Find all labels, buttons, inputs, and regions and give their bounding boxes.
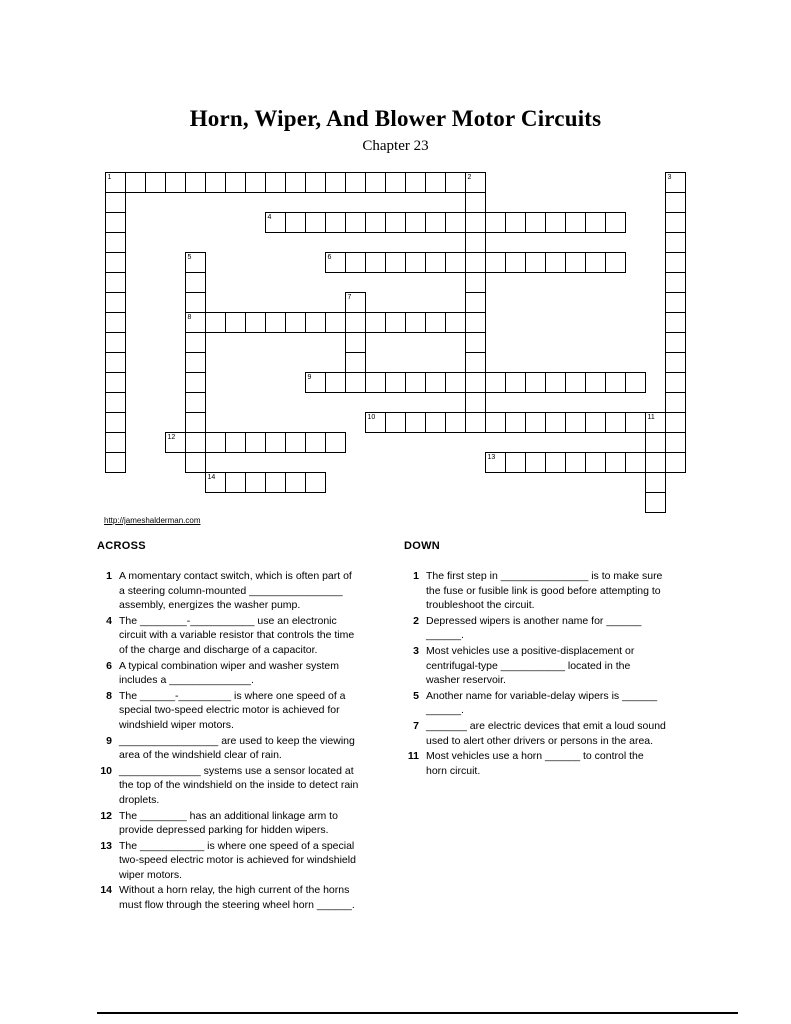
grid-cell — [185, 412, 206, 433]
clue-number: 14 — [100, 884, 112, 897]
cell-number: 4 — [267, 213, 272, 221]
grid-cell — [305, 212, 326, 233]
cell-number: 7 — [347, 293, 352, 301]
grid-cell — [445, 312, 466, 333]
grid-cell — [325, 372, 346, 393]
cell-number: 12 — [167, 433, 176, 441]
grid-cell — [125, 172, 146, 193]
grid-cell — [385, 412, 406, 433]
grid-cell — [605, 452, 626, 473]
across-heading: ACROSS — [97, 540, 146, 552]
clue-text: The first step in _______________ is to make sure the fuse or fusible link is good before attempting to troubleshoot the circuit. — [426, 570, 663, 612]
grid-cell — [205, 172, 226, 193]
grid-cell — [585, 412, 606, 433]
grid-cell — [505, 372, 526, 393]
clue-text: Without a horn relay, the high current of the horns must flow through the steering wheel horn ______. — [119, 884, 355, 912]
grid-cell — [665, 232, 686, 253]
grid-cell — [105, 292, 126, 313]
grid-cell — [665, 272, 686, 293]
clues-across-list — [97, 569, 359, 913]
clue-number: 4 — [106, 614, 112, 627]
grid-cell — [265, 312, 286, 333]
grid-cell — [525, 372, 546, 393]
cell-number: 9 — [307, 373, 312, 381]
grid-cell — [465, 252, 486, 273]
grid-cell — [285, 212, 306, 233]
grid-cell — [285, 312, 306, 333]
grid-cell — [605, 372, 626, 393]
grid-cell — [465, 292, 486, 313]
grid-cell — [105, 172, 126, 193]
clues-down-list — [404, 569, 666, 778]
grid-cell — [565, 252, 586, 273]
grid-cell — [185, 272, 206, 293]
grid-cell — [665, 332, 686, 353]
grid-cell — [425, 372, 446, 393]
grid-cell — [205, 472, 226, 493]
grid-cell — [585, 452, 606, 473]
grid-cell — [325, 432, 346, 453]
grid-cell — [465, 212, 486, 233]
grid-cell — [665, 172, 686, 193]
grid-cell — [165, 432, 186, 453]
grid-cell — [185, 312, 206, 333]
source-url-link[interactable]: http://jameshalderman.com — [104, 516, 201, 525]
grid-cell — [105, 252, 126, 273]
grid-cell — [245, 472, 266, 493]
grid-cell — [285, 432, 306, 453]
grid-cell — [665, 312, 686, 333]
grid-cell — [245, 432, 266, 453]
grid-cell — [485, 252, 506, 273]
grid-cell — [665, 392, 686, 413]
grid-cell — [425, 212, 446, 233]
grid-cell — [605, 252, 626, 273]
grid-cell — [225, 432, 246, 453]
grid-cell — [585, 372, 606, 393]
grid-cell — [465, 172, 486, 193]
clue-number: 1 — [106, 570, 112, 582]
grid-cell — [425, 252, 446, 273]
grid-cell — [385, 312, 406, 333]
grid-cell — [665, 292, 686, 313]
grid-cell — [485, 372, 506, 393]
grid-cell — [605, 412, 626, 433]
clue-number: 11 — [407, 750, 419, 763]
grid-cell — [385, 212, 406, 233]
grid-cell — [425, 172, 446, 193]
grid-cell — [505, 252, 526, 273]
cell-number: 14 — [207, 473, 216, 481]
clue-text: ______________ systems use a sensor located at the top of the windshield on the inside to detect rain droplets. — [119, 764, 359, 806]
grid-cell — [345, 312, 366, 333]
grid-cell — [345, 372, 366, 393]
grid-cell — [365, 412, 386, 433]
grid-cell — [245, 312, 266, 333]
grid-cell — [105, 392, 126, 413]
grid-cell — [325, 212, 346, 233]
grid-cell — [545, 212, 566, 233]
grid-cell — [505, 212, 526, 233]
grid-cell — [665, 372, 686, 393]
grid-cell — [305, 472, 326, 493]
clue-item — [97, 569, 359, 613]
grid-cell — [345, 172, 366, 193]
clue-text: Another name for variable-delay wipers is ______ ______. — [426, 689, 658, 717]
grid-cell — [485, 452, 506, 473]
grid-cell — [565, 372, 586, 393]
grid-cell — [145, 172, 166, 193]
page-title: Horn, Wiper, And Blower Motor Circuits — [189, 106, 602, 131]
grid-cell — [645, 492, 666, 513]
grid-cell — [445, 252, 466, 273]
grid-cell — [245, 172, 266, 193]
clue-item — [404, 689, 666, 718]
grid-cell — [485, 212, 506, 233]
cell-number: 2 — [467, 173, 472, 181]
grid-cell — [445, 372, 466, 393]
grid-cell — [365, 172, 386, 193]
grid-cell — [665, 192, 686, 213]
clue-text: A momentary contact switch, which is often part of a steering column-mounted ________________ assembly, energizes the washer pump. — [119, 570, 352, 612]
grid-cell — [585, 212, 606, 233]
grid-cell — [465, 272, 486, 293]
grid-cell — [545, 252, 566, 273]
grid-cell — [105, 212, 126, 233]
cell-number: 1 — [107, 173, 112, 181]
grid-cell — [105, 272, 126, 293]
grid-cell — [185, 252, 206, 273]
grid-cell — [205, 312, 226, 333]
grid-cell — [385, 172, 406, 193]
grid-cell — [665, 252, 686, 273]
cell-number: 13 — [487, 453, 496, 461]
grid-cell — [105, 232, 126, 253]
clue-number: 2 — [413, 614, 419, 627]
grid-cell — [505, 452, 526, 473]
grid-cell — [105, 432, 126, 453]
clue-number: 13 — [100, 839, 112, 852]
clue-text: _______ are electric devices that emit a loud sound used to alert other drivers or persons in the area. — [426, 719, 666, 747]
grid-cell — [265, 472, 286, 493]
page-subtitle: Chapter 23 — [362, 138, 429, 154]
clue-text: Most vehicles use a horn ______ to control the horn circuit. — [426, 750, 644, 777]
grid-cell — [185, 292, 206, 313]
grid-cell — [465, 312, 486, 333]
clue-number: 6 — [106, 659, 112, 672]
clue-number: 3 — [413, 644, 419, 657]
grid-cell — [405, 372, 426, 393]
grid-cell — [665, 432, 686, 453]
grid-cell — [425, 412, 446, 433]
grid-cell — [665, 212, 686, 233]
grid-cell — [105, 372, 126, 393]
clue-item — [404, 644, 666, 688]
grid-cell — [265, 432, 286, 453]
grid-cell — [545, 412, 566, 433]
grid-cell — [565, 212, 586, 233]
clue-number: 5 — [413, 689, 419, 702]
grid-cell — [445, 412, 466, 433]
grid-cell — [525, 412, 546, 433]
grid-cell — [485, 412, 506, 433]
grid-cell — [525, 212, 546, 233]
cell-number: 5 — [187, 253, 192, 261]
grid-cell — [565, 452, 586, 473]
clue-text: Depressed wipers is another name for ______ ______. — [426, 614, 642, 642]
grid-cell — [445, 172, 466, 193]
grid-cell — [385, 372, 406, 393]
clue-text: The ________-___________ use an electronic circuit with a variable resistor that controls the time of the charge and discharge of a capacitor. — [119, 614, 355, 656]
grid-cell — [305, 172, 326, 193]
grid-cell — [645, 452, 666, 473]
grid-cell — [505, 412, 526, 433]
grid-cell — [265, 212, 286, 233]
clue-item — [97, 839, 359, 883]
grid-cell — [185, 432, 206, 453]
grid-cell — [305, 432, 326, 453]
grid-cell — [545, 372, 566, 393]
grid-cell — [465, 192, 486, 213]
grid-cell — [185, 392, 206, 413]
grid-cell — [225, 472, 246, 493]
grid-cell — [645, 432, 666, 453]
clue-text: The ___________ is where one speed of a special two-speed electric motor is achieved for windshield wiper motors. — [119, 839, 356, 881]
grid-cell — [465, 372, 486, 393]
grid-cell — [525, 252, 546, 273]
grid-cell — [105, 412, 126, 433]
grid-cell — [185, 172, 206, 193]
grid-cell — [345, 252, 366, 273]
grid-cell — [345, 292, 366, 313]
grid-cell — [185, 352, 206, 373]
grid-cell — [305, 312, 326, 333]
clue-item — [97, 734, 359, 763]
grid-cell — [365, 212, 386, 233]
grid-cell — [185, 452, 206, 473]
grid-cell — [325, 172, 346, 193]
grid-cell — [665, 452, 686, 473]
clue-text: _________________ are used to keep the viewing area of the windshield clear of rain. — [119, 734, 355, 762]
clue-item — [404, 719, 666, 748]
crossword-grid — [105, 172, 686, 513]
grid-cell — [265, 172, 286, 193]
grid-cell — [465, 392, 486, 413]
clue-text: The ________ has an additional linkage arm to provide depressed parking for hidden wipers. — [119, 809, 338, 837]
grid-cell — [105, 332, 126, 353]
grid-cell — [625, 452, 646, 473]
grid-cell — [545, 452, 566, 473]
grid-cell — [405, 312, 426, 333]
cell-number: 11 — [647, 413, 655, 421]
clue-number: 12 — [100, 809, 112, 822]
clue-item — [97, 614, 359, 658]
grid-cell — [365, 252, 386, 273]
clue-item — [97, 764, 359, 808]
grid-cell — [465, 332, 486, 353]
clue-item — [97, 689, 359, 733]
grid-cell — [465, 232, 486, 253]
grid-cell — [325, 252, 346, 273]
grid-cell — [405, 172, 426, 193]
clue-item — [404, 569, 666, 613]
grid-cell — [425, 312, 446, 333]
cell-number: 6 — [327, 253, 332, 261]
grid-cell — [105, 352, 126, 373]
grid-cell — [625, 412, 646, 433]
grid-cell — [645, 412, 666, 433]
clue-number: 1 — [413, 570, 419, 582]
clue-number: 10 — [100, 764, 112, 777]
grid-cell — [365, 312, 386, 333]
grid-cell — [345, 352, 366, 373]
grid-cell — [565, 412, 586, 433]
grid-cell — [225, 172, 246, 193]
grid-cell — [385, 252, 406, 273]
footer-rule — [97, 1012, 738, 1014]
clue-item — [404, 749, 666, 778]
clue-item — [97, 659, 359, 688]
cell-number: 3 — [667, 173, 672, 181]
grid-cell — [665, 352, 686, 373]
grid-cell — [445, 212, 466, 233]
clue-text: The ______-_________ is where one speed of a special two-speed electric motor is achieved for windshield wiper motors. — [119, 689, 346, 731]
grid-cell — [605, 212, 626, 233]
grid-cell — [405, 212, 426, 233]
grid-cell — [185, 332, 206, 353]
clue-item — [404, 614, 666, 643]
grid-cell — [105, 312, 126, 333]
cell-number: 8 — [187, 313, 192, 321]
grid-cell — [325, 312, 346, 333]
clue-text: A typical combination wiper and washer system includes a ______________. — [119, 659, 340, 687]
across-section — [97, 540, 359, 914]
grid-cell — [365, 372, 386, 393]
grid-cell — [185, 372, 206, 393]
grid-cell — [345, 212, 366, 233]
cell-number: 10 — [367, 413, 376, 421]
grid-cell — [585, 252, 606, 273]
grid-cell — [105, 192, 126, 213]
grid-cell — [205, 432, 226, 453]
grid-cell — [665, 412, 686, 433]
grid-cell — [405, 252, 426, 273]
grid-cell — [165, 172, 186, 193]
grid-cell — [465, 352, 486, 373]
clue-item — [97, 809, 359, 838]
clue-text: Most vehicles use a positive-displacement or centrifugal-type ___________ located in the washer reservoir. — [426, 644, 635, 687]
clue-number: 7 — [413, 719, 419, 732]
grid-cell — [465, 412, 486, 433]
clue-number: 8 — [106, 689, 112, 702]
grid-cell — [305, 372, 326, 393]
grid-cell — [405, 412, 426, 433]
grid-cell — [105, 452, 126, 473]
grid-cell — [285, 172, 306, 193]
clue-item — [97, 883, 359, 912]
grid-cell — [345, 332, 366, 353]
clue-number: 9 — [106, 734, 112, 747]
down-heading: DOWN — [404, 540, 441, 552]
grid-cell — [225, 312, 246, 333]
grid-cell — [645, 472, 666, 493]
grid-cell — [525, 452, 546, 473]
grid-cell — [285, 472, 306, 493]
grid-cell — [625, 372, 646, 393]
down-section — [404, 540, 666, 779]
